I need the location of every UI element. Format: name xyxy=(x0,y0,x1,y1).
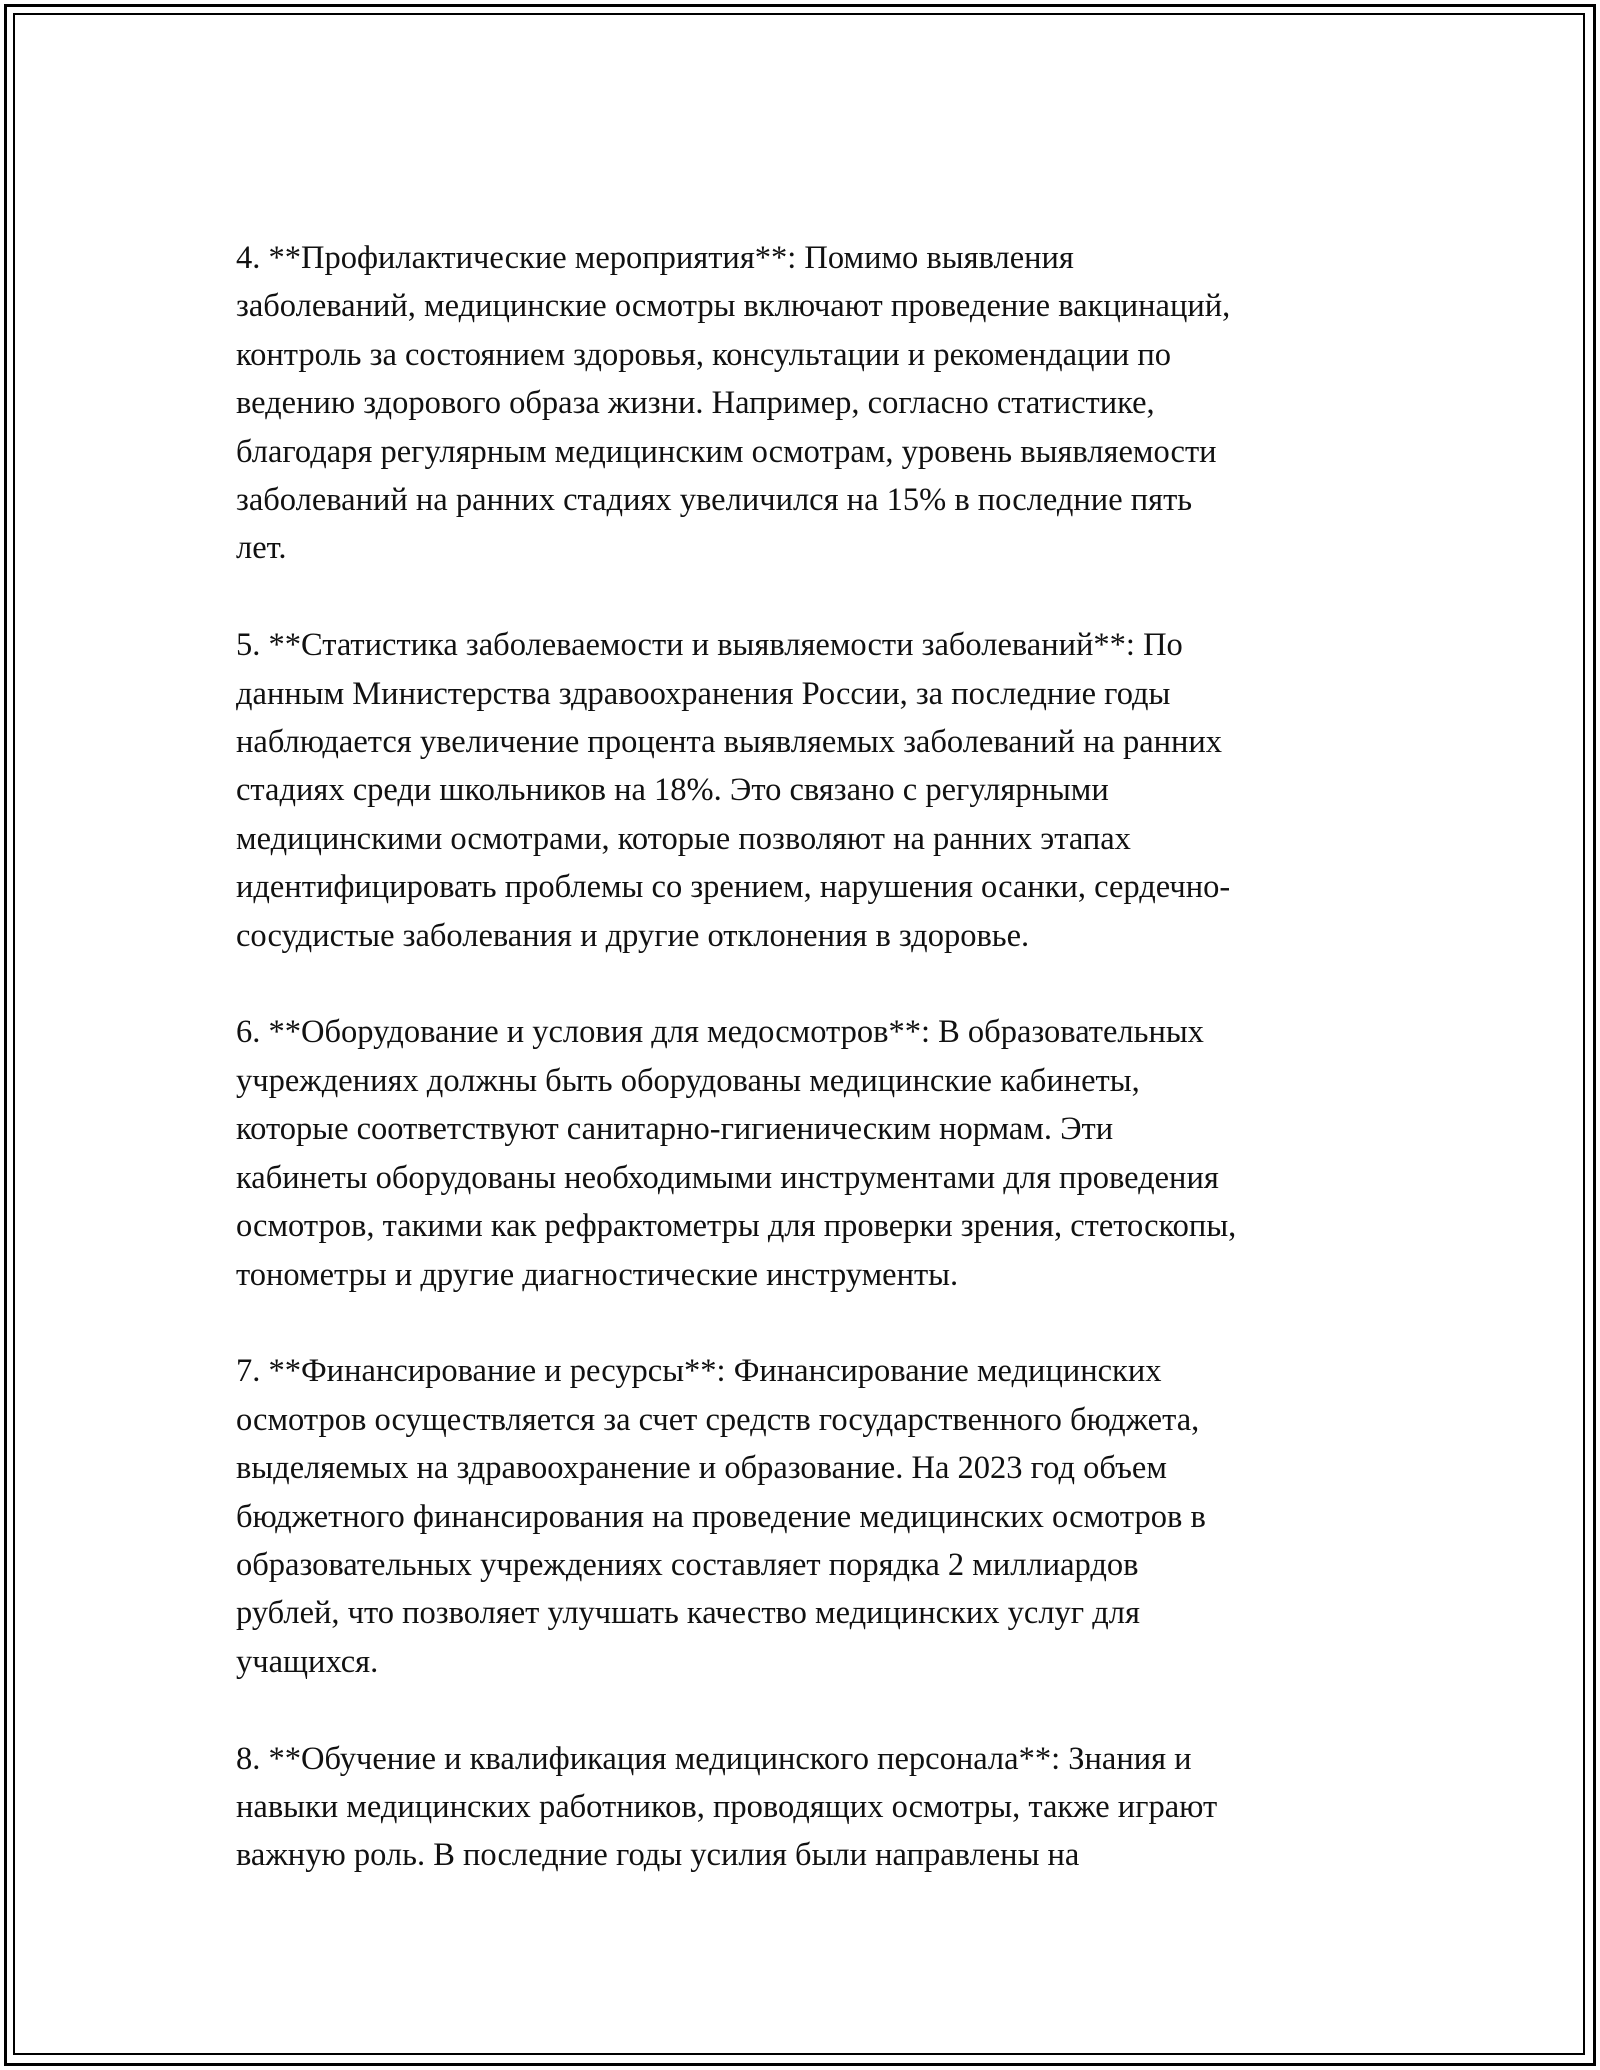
text-line: медицинскими осмотрами, которые позволяют на ранних этапах xyxy=(236,820,1131,857)
text-line: бюджетного финансирования на проведение медицинских осмотров в xyxy=(236,1498,1206,1535)
text-line: кабинеты оборудованы необходимыми инструментами для проведения xyxy=(236,1159,1219,1196)
paragraph-item-6 xyxy=(236,1008,1376,1298)
text-line: осмотров осуществляется за счет средств государственного бюджета, xyxy=(236,1401,1200,1438)
paragraph-item-5 xyxy=(236,621,1376,960)
text-line: которые соответствуют санитарно-гигиеническим нормам. Эти xyxy=(236,1111,1114,1148)
text-line: контроль за состоянием здоровья, консультации и рекомендации по xyxy=(236,336,1172,373)
text-line: стадиях среди школьников на 18%. Это связано с регулярными xyxy=(236,772,1109,809)
text-line: важную роль. В последние годы усилия были направлены на xyxy=(236,1837,1080,1874)
text-line: осмотров, такими как рефрактометры для проверки зрения, стетоскопы, xyxy=(236,1208,1237,1245)
text-line: наблюдается увеличение процента выявляемых заболеваний на ранних xyxy=(236,724,1223,761)
text-line: ведению здорового образа жизни. Например, согласно статистике, xyxy=(236,385,1155,422)
text-line: образовательных учреждениях составляет порядка 2 миллиардов xyxy=(236,1546,1139,1583)
text-line: 8. **Обучение и квалификация медицинского персонала**: Знания и xyxy=(236,1740,1192,1777)
text-line: тонометры и другие диагностические инструменты. xyxy=(236,1256,959,1293)
text-line: заболеваний на ранних стадиях увеличился на 15% в последние пять xyxy=(236,482,1193,519)
text-line: идентифицировать проблемы со зрением, нарушения осанки, сердечно- xyxy=(236,869,1231,906)
text-line: выделяемых на здравоохранение и образование. На 2023 год объем xyxy=(236,1450,1167,1487)
paragraph-item-8 xyxy=(236,1735,1376,1880)
document-body xyxy=(236,234,1376,1928)
text-line: 5. **Статистика заболеваемости и выявляемости заболеваний**: По xyxy=(236,627,1183,664)
text-line: навыки медицинских работников, проводящих осмотры, также играют xyxy=(236,1788,1218,1825)
text-line: сосудистые заболевания и другие отклонения в здоровье. xyxy=(236,917,1030,954)
paragraph-item-7 xyxy=(236,1347,1376,1686)
text-line: учреждениях должны быть оборудованы медицинские кабинеты, xyxy=(236,1062,1140,1099)
text-line: 7. **Финансирование и ресурсы**: Финансирование медицинских xyxy=(236,1353,1162,1390)
text-line: заболеваний, медицинские осмотры включают проведение вакцинаций, xyxy=(236,288,1231,325)
text-line: данным Министерства здравоохранения России, за последние годы xyxy=(236,675,1171,712)
text-line: лет. xyxy=(236,530,287,567)
text-line: учащихся. xyxy=(236,1643,379,1680)
text-line: 6. **Оборудование и условия для медосмотров**: В образовательных xyxy=(236,1014,1204,1051)
text-line: рублей, что позволяет улучшать качество медицинских услуг для xyxy=(236,1595,1140,1632)
text-line: 4. **Профилактические мероприятия**: Помимо выявления xyxy=(236,240,1074,276)
text-line: благодаря регулярным медицинским осмотрам, уровень выявляемости xyxy=(236,433,1217,470)
paragraph-item-4 xyxy=(236,234,1376,573)
